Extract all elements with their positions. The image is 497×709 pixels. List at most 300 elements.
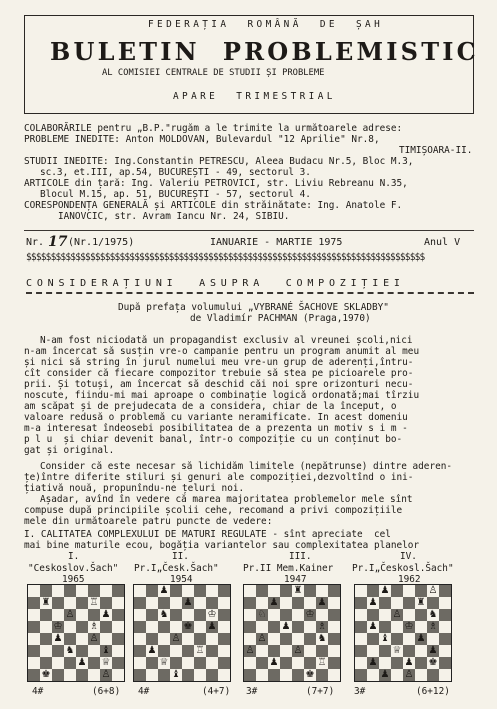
diagram-year: 1947 <box>284 574 307 585</box>
board-square <box>28 645 40 657</box>
chess-piece-icon: ♙ <box>293 645 303 656</box>
board-square <box>379 609 391 621</box>
board-square <box>415 645 427 657</box>
chess-piece-icon: ♘ <box>257 609 267 620</box>
board-square <box>100 585 112 597</box>
board-square <box>292 669 304 681</box>
board-square <box>292 609 304 621</box>
issue-number-label: Nr. <box>26 237 45 248</box>
chess-piece-icon: ♟ <box>368 657 378 668</box>
board-square <box>40 633 52 645</box>
board-square <box>170 645 182 657</box>
board-square <box>439 633 451 645</box>
board-square <box>328 645 340 657</box>
board-square <box>415 621 427 633</box>
board-square <box>403 597 415 609</box>
board-square <box>244 621 256 633</box>
diagram-source: "Ceskoslov.Šach" <box>28 563 119 574</box>
board-square <box>88 645 100 657</box>
board-square <box>280 597 292 609</box>
chess-piece-icon: ♕ <box>101 657 111 668</box>
chess-piece-icon: ♙ <box>257 633 267 644</box>
board-square <box>134 585 146 597</box>
chess-piece-icon: ♔ <box>305 609 315 620</box>
board-square <box>170 597 182 609</box>
board-square <box>182 633 194 645</box>
chess-diagram-4 <box>354 584 452 682</box>
board-square <box>76 669 88 681</box>
chess-piece-icon: ♝ <box>101 645 111 656</box>
contact-line: IANOVCIC, str. Avram Iancu Nr. 24, SIBIU. <box>58 211 290 222</box>
board-square <box>76 645 88 657</box>
chess-piece-icon: ♕ <box>159 657 169 668</box>
chess-piece-icon: ♗ <box>89 621 99 632</box>
board-square <box>40 621 52 633</box>
board-square <box>146 609 158 621</box>
paragraph-line: și nici să string în jurul numelui meu vre-un grup de aderenți,întru- <box>24 357 414 368</box>
board-square <box>158 633 170 645</box>
board-square <box>64 669 76 681</box>
board-square <box>280 645 292 657</box>
board-square <box>40 609 52 621</box>
board-square <box>328 597 340 609</box>
chess-piece-icon: ♞ <box>428 609 438 620</box>
board-square <box>403 585 415 597</box>
chess-piece-icon: ♟ <box>317 597 327 608</box>
chess-piece-icon: ♟ <box>77 657 87 668</box>
diagram-count: (6+12) <box>416 686 450 697</box>
board-square <box>100 621 112 633</box>
board-square <box>391 633 403 645</box>
paragraph-line: am scăpat și de prejudecata de a considera, chiar de la început, o <box>24 401 397 412</box>
board-square <box>256 621 268 633</box>
board-square <box>304 657 316 669</box>
board-square <box>146 597 158 609</box>
board-square <box>367 633 379 645</box>
chess-piece-icon: ♟ <box>101 609 111 620</box>
chess-piece-icon: ♙ <box>101 669 111 680</box>
chess-piece-icon: ♟ <box>428 645 438 656</box>
diagram-numeral: III. <box>289 551 312 562</box>
board-square <box>134 621 146 633</box>
board-square <box>182 657 194 669</box>
board-square <box>182 645 194 657</box>
board-square <box>427 633 439 645</box>
board-square <box>146 657 158 669</box>
board-square <box>256 597 268 609</box>
preface-line: de Vladimír PACHMAN (Praga,1970) <box>190 313 371 324</box>
board-square <box>439 585 451 597</box>
chess-piece-icon: ♔ <box>53 621 63 632</box>
publication-title: BULETIN PROBLEMISTIC <box>50 37 479 66</box>
chess-piece-icon: ♖ <box>89 597 99 608</box>
board-square <box>316 609 328 621</box>
board-square <box>194 633 206 645</box>
board-square <box>76 621 88 633</box>
board-square <box>134 669 146 681</box>
paragraph-line: țiativă nouă, propunîndu-ne țeluri noi. <box>24 483 245 494</box>
chess-piece-icon: ♙ <box>428 585 438 596</box>
board-square <box>268 633 280 645</box>
chess-piece-icon: ♟ <box>183 597 193 608</box>
contact-line: Blocul M.15, ap. 51, BUCUREȘTI - 57, sectorul 4. <box>40 189 311 200</box>
board-square <box>316 669 328 681</box>
board-square <box>355 633 367 645</box>
board-square <box>328 633 340 645</box>
chess-piece-icon: ♗ <box>428 621 438 632</box>
diagram-source: Pr.II Mem.Kainer <box>243 563 334 574</box>
board-square <box>280 609 292 621</box>
board-square <box>367 669 379 681</box>
chess-piece-icon: ♟ <box>159 585 169 596</box>
dollar-rule: $$$$$$$$$$$$$$$$$$$$$$$$$$$$$$$$$$$$$$$$$$$$$$$$$$$$$$$$$$$$$$$$$$$$$$$$$$$$$$$$$ <box>26 252 425 263</box>
board-square <box>304 585 316 597</box>
board-square <box>206 633 218 645</box>
diagram-count: (4+7) <box>202 686 231 697</box>
chess-piece-icon: ♚ <box>428 657 438 668</box>
chess-piece-icon: ♚ <box>183 621 193 632</box>
board-square <box>280 633 292 645</box>
chess-piece-icon: ♟ <box>269 657 279 668</box>
chess-piece-icon: ♝ <box>171 669 181 680</box>
publication-subtitle: AL COMISIEI CENTRALE DE STUDII ȘI PROBLEME <box>102 68 325 78</box>
diagram-count: (7+7) <box>306 686 335 697</box>
chess-piece-icon: ♟ <box>53 633 63 644</box>
chess-diagram-1 <box>27 584 125 682</box>
board-square <box>134 597 146 609</box>
board-square <box>28 609 40 621</box>
board-square <box>280 585 292 597</box>
chess-piece-icon: ♖ <box>317 657 327 668</box>
chess-piece-icon: ♗ <box>317 621 327 632</box>
board-square <box>379 597 391 609</box>
board-square <box>112 669 124 681</box>
board-square <box>256 657 268 669</box>
diagram-count: (6+8) <box>92 686 121 697</box>
diagram-numeral: IV. <box>400 551 417 562</box>
board-square <box>328 609 340 621</box>
board-square <box>206 657 218 669</box>
board-square <box>112 609 124 621</box>
board-square <box>439 609 451 621</box>
chess-piece-icon: ♞ <box>159 609 169 620</box>
board-square <box>146 633 158 645</box>
chess-piece-icon: ♟ <box>207 621 217 632</box>
board-square <box>146 621 158 633</box>
board-square <box>112 645 124 657</box>
section-heading: I. CALITATEA COMPLEXULUI DE MATURI REGULATE - sînt apreciate cel <box>24 529 391 540</box>
board-square <box>112 597 124 609</box>
diagram-year: 1965 <box>62 574 85 585</box>
board-square <box>88 657 100 669</box>
chess-piece-icon: ♙ <box>171 633 181 644</box>
preface-line: După prefața volumului „VYBRANÉ ŠACHOVE SKLADBY" <box>118 302 389 313</box>
board-square <box>256 645 268 657</box>
board-square <box>292 621 304 633</box>
board-square <box>355 645 367 657</box>
board-square <box>304 633 316 645</box>
board-square <box>170 585 182 597</box>
board-square <box>427 597 439 609</box>
chess-diagram-2 <box>133 584 231 682</box>
board-square <box>218 621 230 633</box>
board-square <box>206 645 218 657</box>
board-square <box>355 621 367 633</box>
contact-line: PROBLEME INEDITE: Anton MOLDOVAN, Bulevardul "12 Aprilie" Nr.8, <box>24 134 380 145</box>
diagram-stipulation: 4# <box>32 686 44 697</box>
board-square <box>439 669 451 681</box>
paragraph-line: N-am fost niciodată un propagandist exclusiv al vreunei școli,nici <box>40 335 413 346</box>
board-square <box>52 657 64 669</box>
diagram-numeral: I. <box>68 551 80 562</box>
board-square <box>268 645 280 657</box>
board-square <box>316 645 328 657</box>
contact-line: TIMIȘOARA-II. <box>399 145 473 156</box>
board-square <box>64 657 76 669</box>
board-square <box>316 585 328 597</box>
chess-piece-icon: ♜ <box>416 597 426 608</box>
board-square <box>439 645 451 657</box>
board-square <box>256 585 268 597</box>
board-square <box>367 585 379 597</box>
board-square <box>158 645 170 657</box>
issue-year: Anul V <box>424 237 461 248</box>
board-square <box>415 609 427 621</box>
board-square <box>64 633 76 645</box>
board-square <box>52 585 64 597</box>
board-square <box>244 585 256 597</box>
board-square <box>268 609 280 621</box>
board-square <box>182 609 194 621</box>
board-square <box>391 669 403 681</box>
contact-line: sc.3, et.III, ap.54, BUCUREȘTI - 49, sectorul 3. <box>40 167 311 178</box>
board-square <box>391 585 403 597</box>
paragraph-line: Consider că este necesar să lichidăm limitele (nepătrunse) dintre aderen- <box>40 461 453 472</box>
paragraph-line: compuse după principiile școlii cehe, recomand a privi compozițiile <box>24 505 403 516</box>
chess-piece-icon: ♟ <box>404 657 414 668</box>
board-square <box>64 585 76 597</box>
board-square <box>206 597 218 609</box>
diagram-year: 1954 <box>170 574 193 585</box>
chess-piece-icon: ♟ <box>368 597 378 608</box>
diagram-year: 1962 <box>398 574 421 585</box>
board-square <box>218 669 230 681</box>
chess-diagram-3 <box>243 584 341 682</box>
board-square <box>439 657 451 669</box>
board-square <box>170 621 182 633</box>
board-square <box>244 609 256 621</box>
board-square <box>244 633 256 645</box>
diagram-stipulation: 4# <box>138 686 150 697</box>
chess-piece-icon: ♟ <box>416 633 426 644</box>
board-square <box>379 657 391 669</box>
board-square <box>194 621 206 633</box>
board-square <box>64 597 76 609</box>
board-square <box>40 657 52 669</box>
chess-piece-icon: ♟ <box>380 585 390 596</box>
chess-piece-icon: ♞ <box>65 645 75 656</box>
board-square <box>206 669 218 681</box>
board-square <box>355 609 367 621</box>
board-square <box>256 669 268 681</box>
board-square <box>391 597 403 609</box>
chess-piece-icon: ♕ <box>392 645 402 656</box>
board-square <box>52 597 64 609</box>
board-square <box>355 669 367 681</box>
chess-piece-icon: ♙ <box>392 609 402 620</box>
issue-number-paren: (Nr.1/1975) <box>68 237 135 248</box>
board-square <box>88 669 100 681</box>
board-square <box>427 669 439 681</box>
board-square <box>304 645 316 657</box>
contact-line: COLABORĂRILE pentru „B.P."rugăm a le trimite la următoarele adrese: <box>24 123 403 134</box>
chess-piece-icon: ♙ <box>65 609 75 620</box>
board-square <box>88 585 100 597</box>
board-square <box>244 657 256 669</box>
board-square <box>218 633 230 645</box>
board-square <box>146 585 158 597</box>
diagram-stipulation: 3# <box>246 686 258 697</box>
board-square <box>88 609 100 621</box>
board-square <box>112 621 124 633</box>
board-square <box>292 597 304 609</box>
chess-piece-icon: ♚ <box>305 669 315 680</box>
paragraph-line: n-am încercat să susțin vre-o campanie pentru un program anumit al meu <box>24 346 420 357</box>
board-square <box>112 633 124 645</box>
issue-number: 17 <box>48 234 68 250</box>
board-square <box>76 585 88 597</box>
board-square <box>158 669 170 681</box>
paragraph-line: m-a interesat îndeosebi posibilitatea de a prezenta un motiv s i m - <box>24 423 408 434</box>
board-square <box>28 657 40 669</box>
chess-piece-icon: ♜ <box>41 597 51 608</box>
board-square <box>170 609 182 621</box>
board-square <box>182 669 194 681</box>
board-square <box>112 585 124 597</box>
chess-piece-icon: ♙ <box>404 669 414 680</box>
board-square <box>280 669 292 681</box>
paragraph-line: gat și original. <box>24 445 115 456</box>
diagram-stipulation: 3# <box>354 686 366 697</box>
contact-line: CORESPONDENȚA GENERALĂ și ARTICOLE din străinătate: Ing. Anatole F. <box>24 200 403 211</box>
board-square <box>194 669 206 681</box>
chess-piece-icon: ♚ <box>41 669 51 680</box>
chess-piece-icon: ♟ <box>147 645 157 656</box>
board-square <box>134 645 146 657</box>
board-square <box>379 645 391 657</box>
chess-piece-icon: ♜ <box>293 585 303 596</box>
board-square <box>391 621 403 633</box>
issue-period: IANUARIE - MARTIE 1975 <box>210 237 343 248</box>
chess-piece-icon: ♖ <box>195 645 205 656</box>
board-square <box>403 609 415 621</box>
chess-piece-icon: ♝ <box>380 633 390 644</box>
board-square <box>355 585 367 597</box>
board-square <box>355 657 367 669</box>
board-square <box>100 633 112 645</box>
board-square <box>52 609 64 621</box>
board-square <box>439 621 451 633</box>
paragraph-line: cît consider că fiecare compozitor trebuie să stea pe picioarele pro- <box>24 368 414 379</box>
board-square <box>218 597 230 609</box>
board-square <box>328 669 340 681</box>
board-square <box>218 657 230 669</box>
board-square <box>328 585 340 597</box>
board-square <box>415 585 427 597</box>
paragraph-line: prii. Și totuși, am încercat să deschid căi noi spre orizonturi necu- <box>24 379 414 390</box>
diagram-source: Pr.I„Českosl.Šach" <box>352 563 454 574</box>
board-square <box>194 597 206 609</box>
board-square <box>76 597 88 609</box>
board-square <box>76 633 88 645</box>
chess-piece-icon: ♞ <box>317 633 327 644</box>
board-square <box>134 657 146 669</box>
board-square <box>244 669 256 681</box>
paragraph-line: Așadar, avînd în vedere că marea majoritatea problemelor mele sînt <box>40 494 413 505</box>
board-square <box>403 645 415 657</box>
board-square <box>112 657 124 669</box>
article-title: CONSIDERAȚIUNI ASUPRA COMPOZIȚIEI <box>26 278 405 289</box>
board-square <box>40 645 52 657</box>
board-square <box>52 669 64 681</box>
board-square <box>158 597 170 609</box>
board-square <box>134 633 146 645</box>
board-square <box>64 621 76 633</box>
board-square <box>304 621 316 633</box>
paragraph-line: p l u și chiar devenit banal, într-o compoziție cu un conținut bo- <box>24 434 403 445</box>
chess-piece-icon: ♟ <box>380 669 390 680</box>
board-square <box>379 621 391 633</box>
board-square <box>415 669 427 681</box>
chess-piece-icon: ♔ <box>404 621 414 632</box>
paragraph-line: mele din următoarele patru puncte de vedere: <box>24 516 273 527</box>
chess-piece-icon: ♙ <box>245 645 255 656</box>
board-square <box>328 621 340 633</box>
issue-rule-top <box>24 230 474 231</box>
board-square <box>28 585 40 597</box>
chess-piece-icon: ♟ <box>281 621 291 632</box>
board-square <box>403 633 415 645</box>
board-square <box>391 657 403 669</box>
federation-line: FEDERAȚIA ROMÂNĂ DE ȘAH <box>148 19 384 30</box>
paragraph-line: țe)între diferite stiluri și genuri ale compoziției,dezvoltînd o ini- <box>24 472 414 483</box>
board-square <box>218 645 230 657</box>
chess-piece-icon: ♙ <box>89 633 99 644</box>
section-line: mai bine maturile ecou, bogăția variantelor sau complexitatea planelor <box>24 540 420 551</box>
board-square <box>28 597 40 609</box>
board-square <box>28 621 40 633</box>
board-square <box>268 621 280 633</box>
board-square <box>206 585 218 597</box>
chess-piece-icon: ♟ <box>269 597 279 608</box>
board-square <box>194 585 206 597</box>
board-square <box>268 669 280 681</box>
board-square <box>146 669 158 681</box>
board-square <box>244 597 256 609</box>
board-square <box>367 609 379 621</box>
board-square <box>355 597 367 609</box>
board-square <box>218 585 230 597</box>
board-square <box>182 585 194 597</box>
board-square <box>292 633 304 645</box>
frequency-line: APARE TRIMESTRIAL <box>173 91 336 102</box>
board-square <box>415 657 427 669</box>
board-square <box>100 597 112 609</box>
diagram-numeral: II. <box>172 551 189 562</box>
board-square <box>304 597 316 609</box>
chess-piece-icon: ♔ <box>207 609 217 620</box>
board-square <box>194 657 206 669</box>
